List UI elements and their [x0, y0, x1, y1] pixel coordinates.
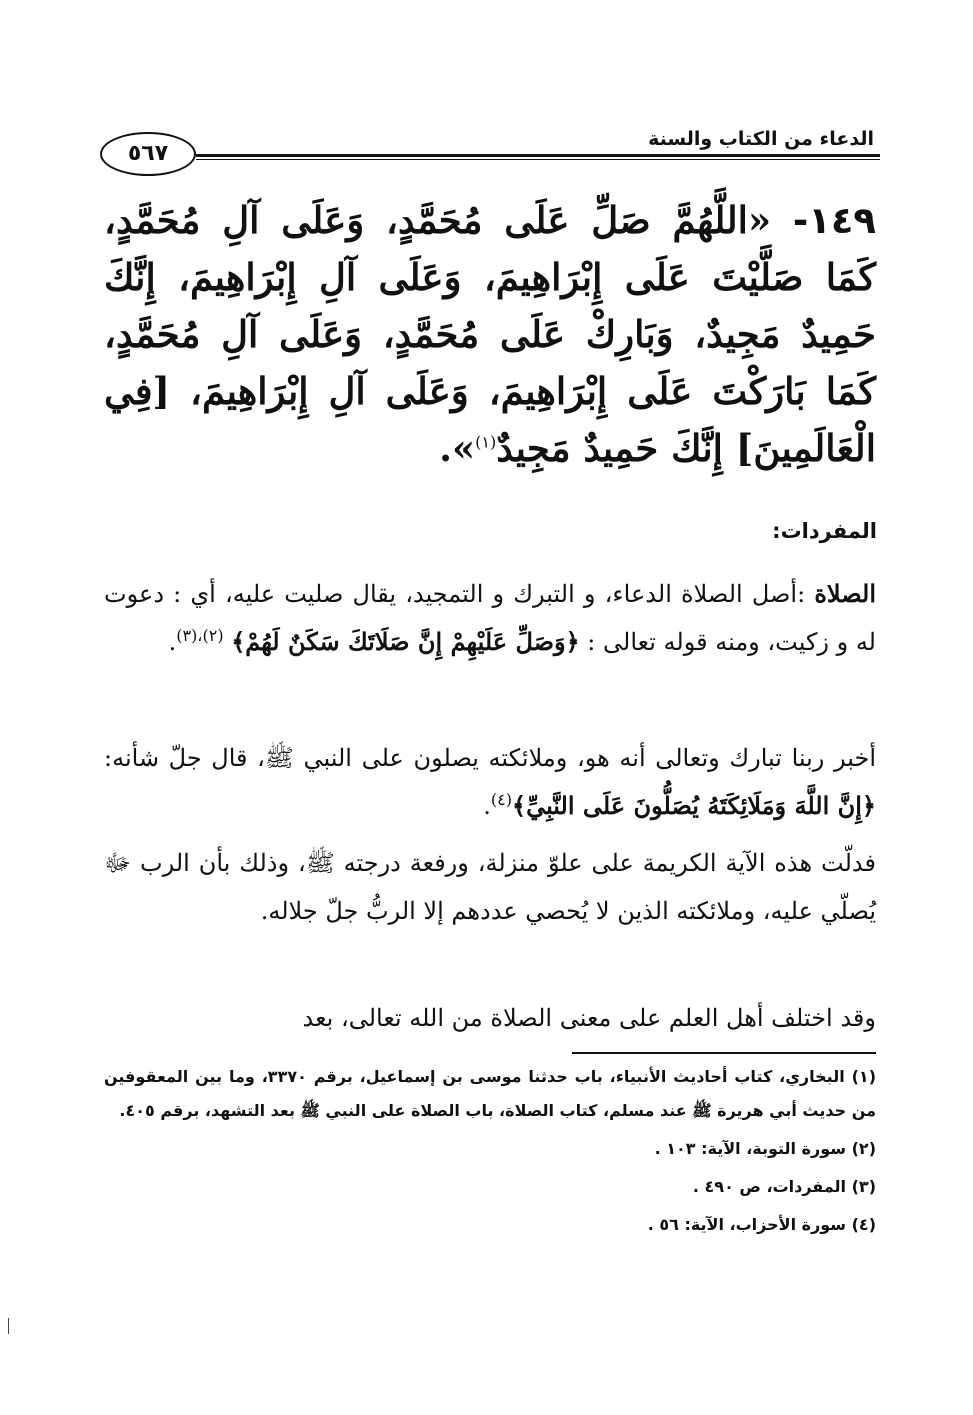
paragraph-salat-definition [104, 570, 876, 666]
section-heading: المفردات: [772, 519, 877, 543]
defined-term: الصلاة [814, 579, 876, 608]
footnote-separator [572, 1052, 876, 1054]
page-number: ٥٦٧ [100, 132, 196, 176]
paragraph-text: أخبر ربنا تبارك وتعالى أنه هو، وملائكته يصلون على النبي ﷺ، قال جلّ شأنه: [104, 744, 876, 772]
running-title: الدعاء من الكتاب والسنة [648, 128, 874, 150]
hadith-body: «اللَّهُمَّ صَلِّ عَلَى مُحَمَّدٍ، وَعَلَى آلِ مُحَمَّدٍ، كَمَا صَلَّيْتَ عَلَى إِبْرَاهِيمَ، وَعَلَى آلِ إِبْرَاهِيمَ، إِنَّكَ حَمِيدٌ مَجِيدٌ، وَبَارِكْ عَلَى مُحَمَّدٍ، وَعَلَى آلِ مُحَمَّدٍ، كَمَا بَارَكْتَ عَلَى إِبْرَاهِيمَ، وَعَلَى آلِ إِبْرَاهِيمَ، [فِي الْعَالَمِينَ] إِنَّكَ حَمِيدٌ مَجِيدٌ [104, 198, 876, 470]
quran-verse: ﴿وَصَلِّ عَلَيْهِمْ إِنَّ صَلَاتَكَ سَكَنٌ لَهُمْ﴾ [231, 627, 580, 656]
hadith-text [104, 192, 876, 477]
quran-verse: ﴿إِنَّ اللَّهَ وَمَلَائِكَتَهُ يُصَلُّونَ عَلَى النَّبِيِّ﴾ [512, 791, 876, 820]
paragraph-end: . [483, 792, 491, 820]
scan-mark [8, 1318, 9, 1334]
footnote-refs-2-3: (٢)،(٣) [176, 626, 224, 645]
footnote-2: (٢) سورة التوبة، الآية: ١٠٣ . [654, 1139, 876, 1158]
paragraph-scholars: وقد اختلف أهل العلم على معنى الصلاة من الله تعالى، بعد [302, 1004, 876, 1032]
footnote-ref-1: (١) [475, 432, 497, 452]
hadith-end: ». [439, 426, 476, 470]
footnote-4: (٤) سورة الأحزاب، الآية: ٥٦ . [647, 1215, 876, 1234]
header-rule-thin [196, 159, 880, 160]
page-header [100, 118, 880, 180]
footnote-1: (١) البخاري، كتاب أحاديث الأنبياء، باب حدثنا موسى بن إسماعيل، برقم ٣٣٧٠، وما بين المعقوفين من حديث أبي هريرة ﷺ عند مسلم، كتاب الصلاة، باب الصلاة على النبي ﷺ بعد التشهد، برقم ٤٠٥. [104, 1067, 876, 1120]
paragraph-allah-angels [104, 734, 876, 830]
paragraph-end: . [168, 628, 177, 656]
paragraph-status: فدلّت هذه الآية الكريمة على علوّ منزلة، ورفعة درجته ﷺ، وذلك بأن الرب ﷻ يُصلّي عليه، وملائكته الذين لا يُحصي عددهم إلا الربُّ جلّ جلاله. [104, 849, 876, 925]
footnotes [104, 1060, 876, 1242]
hadith-number: ١٤٩- [792, 199, 876, 242]
footnote-ref-4: (٤) [490, 790, 512, 809]
header-rule [196, 154, 880, 157]
footnote-3: (٣) المفردات، ص ٤٩٠ . [692, 1177, 876, 1196]
paragraph-text: :أصل الصلاة الدعاء، و التبرك و التمجيد، يقال صليت عليه، أي : دعوت له و زكيت، ومنه قوله تعالى : [104, 580, 876, 656]
